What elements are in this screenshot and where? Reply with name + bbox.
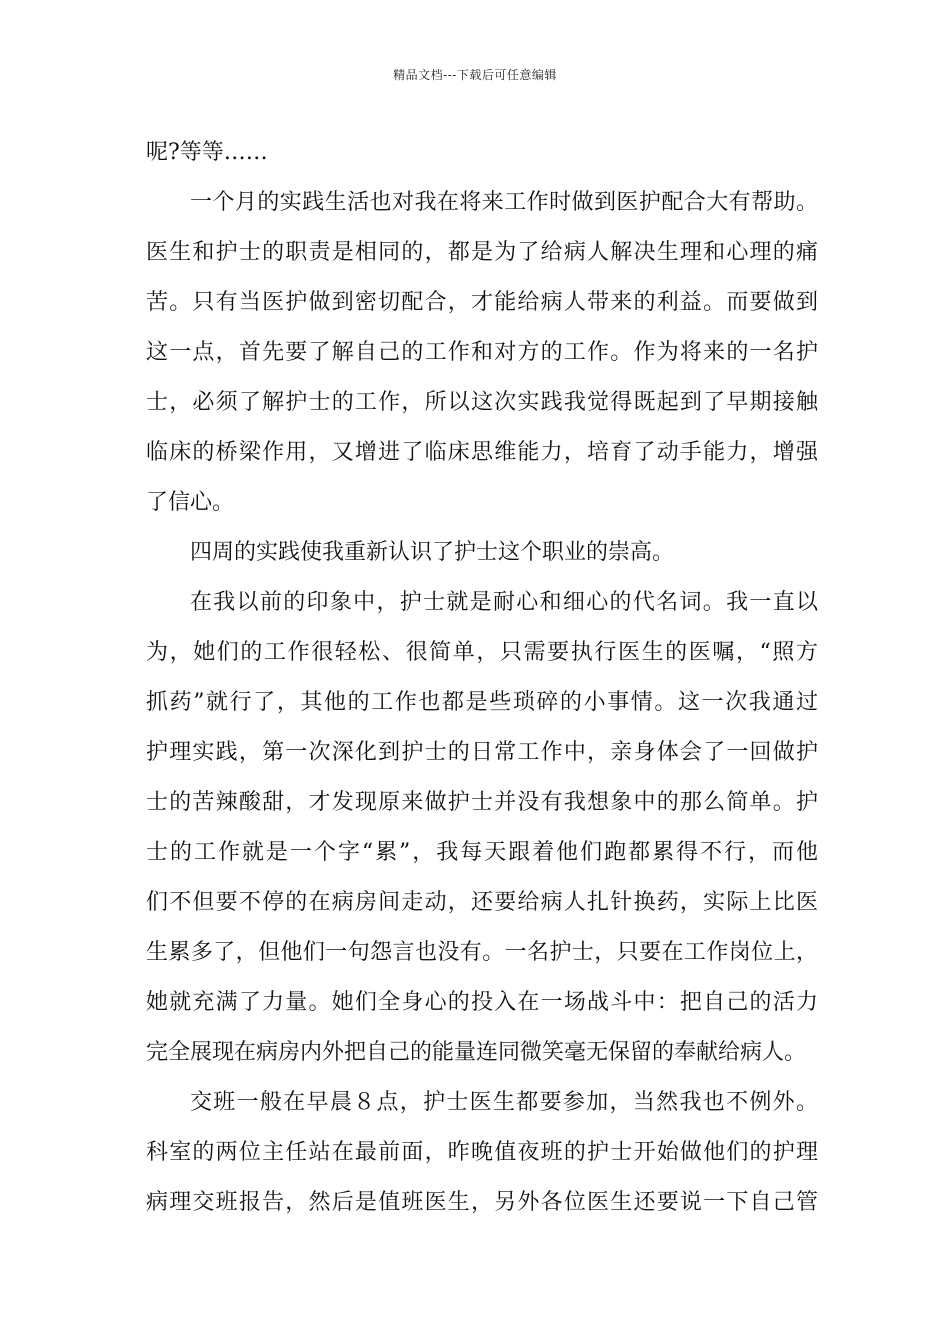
text-line: 士，必须了解护士的工作，所以这次实践我觉得既起到了早期接触 bbox=[146, 390, 818, 415]
text-line: 呢?等等…… bbox=[146, 140, 268, 165]
text-line: 生累多了，但他们一句怨言也没有。一名护士，只要在工作岗位上， bbox=[146, 940, 818, 965]
text-line: 为，她们的工作很轻松、很简单，只需要执行医生的医嘱，“照方 bbox=[146, 640, 818, 665]
text-line: 一个月的实践生活也对我在将来工作时做到医护配合大有帮助。 bbox=[190, 190, 818, 215]
text-line: 护理实践，第一次深化到护士的日常工作中，亲身体会了一回做护 bbox=[146, 740, 818, 765]
text-line: 临床的桥梁作用，又增进了临床思维能力，培育了动手能力，增强 bbox=[146, 440, 818, 465]
text-line: 们不但要不停的在病房间走动，还要给病人扎针换药，实际上比医 bbox=[146, 890, 818, 915]
page-header: 精品文档---下载后可任意编辑 bbox=[393, 68, 557, 82]
text-line: 了信心。 bbox=[146, 490, 235, 515]
text-line: 这一点，首先要了解自己的工作和对方的工作。作为将来的一名护 bbox=[146, 340, 818, 365]
text-line: 病理交班报告，然后是值班医生，另外各位医生还要说一下自己管 bbox=[146, 1190, 818, 1215]
text-line: 医生和护士的职责是相同的，都是为了给病人解决生理和心理的痛 bbox=[146, 240, 818, 265]
text-line: 四周的实践使我重新认识了护士这个职业的崇高。 bbox=[190, 540, 675, 565]
text-line: 苦。只有当医护做到密切配合，才能给病人带来的利益。而要做到 bbox=[146, 290, 818, 315]
text-line: 交班一般在早晨８点，护士医生都要参加，当然我也不例外。 bbox=[190, 1090, 818, 1115]
text-line: 士的工作就是一个字“累”，我每天跟着他们跑都累得不行，而他 bbox=[146, 840, 818, 865]
text-line: 完全展现在病房内外把自己的能量连同微笑毫无保留的奉献给病人。 bbox=[146, 1040, 807, 1065]
body-text bbox=[146, 128, 818, 1228]
text-line: 士的苦辣酸甜，才发现原来做护士并没有我想象中的那么简单。护 bbox=[146, 790, 818, 815]
text-line: 科室的两位主任站在最前面，昨晚值夜班的护士开始做他们的护理 bbox=[146, 1140, 818, 1165]
text-line: 在我以前的印象中，护士就是耐心和细心的代名词。我一直以 bbox=[190, 590, 818, 615]
text-line: 抓药”就行了，其他的工作也都是些琐碎的小事情。这一次我通过 bbox=[146, 690, 818, 715]
text-line: 她就充满了力量。她们全身心的投入在一场战斗中：把自己的活力 bbox=[146, 990, 818, 1015]
